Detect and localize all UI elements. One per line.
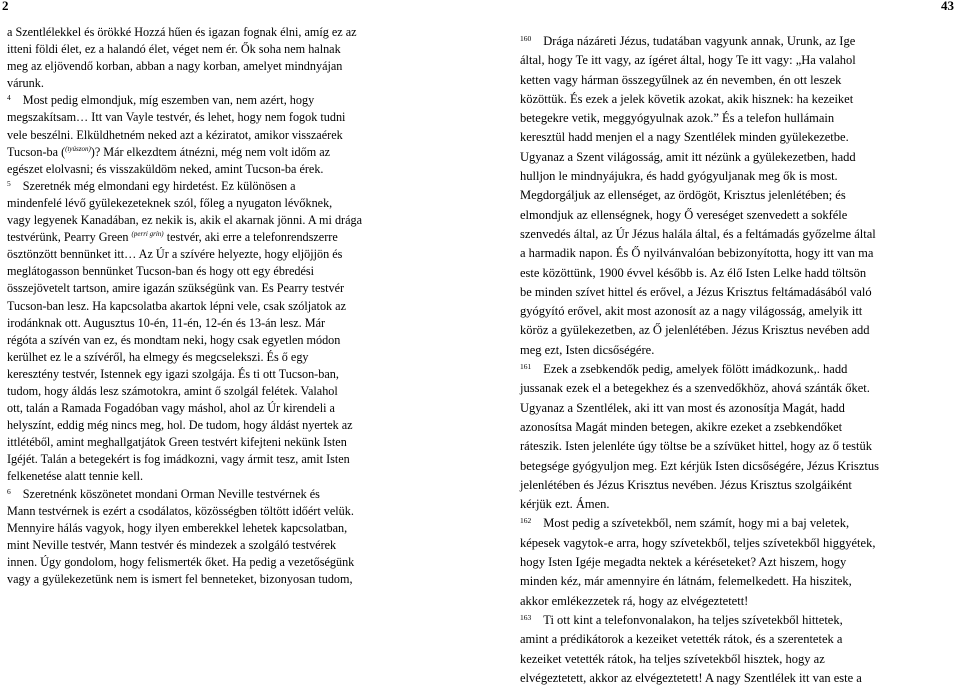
- text-line: ittlétéből, amint meghallgatjátok Green testvért kifejteni nekünk Isten: [7, 435, 347, 450]
- right-column: [520, 32, 952, 688]
- verse-number: 160: [520, 34, 532, 43]
- text-line: be minden szívet hittel és erővel, a Jézus Krisztus feltámadásából való: [520, 284, 872, 299]
- text-line: Mann testvérnek is ezért a csodálatos, közösségben töltött időért velük.: [7, 503, 354, 518]
- page-number-right: 43: [941, 0, 954, 13]
- text-line: kezeiket vetették rátok, ha teljes szívetekből hisztek, hogy az: [520, 651, 825, 666]
- text-line: este közöttünk, 1900 évvel később is. Az élő Isten Lelke hadd töltsön: [520, 265, 867, 280]
- text-line: szenvedés által, az Úr Jézus halála által, és a feltámadás győzelme által: [520, 226, 876, 241]
- text-line: a Szentlélekkel és örökké Hozzá hűen és igazan fognak élni, amíg ez az: [7, 25, 357, 39]
- text-line: megszakítsam… Itt van Vayle testvér, és lehet, hogy nem fogok tudni: [7, 110, 346, 125]
- text-line: ott, talán a Ramada Fogadóban vagy máshol, ahol az Úr kirendeli a: [7, 401, 335, 416]
- text-line: minden kéz, már amennyire én látnám, felemelkedett. Ha hiszitek,: [520, 574, 852, 589]
- text-line-with-note: Tucson-ba ($^{(tyúszon)}$)? Már elkezdtem átnézni, még nem volt időm az: [7, 144, 331, 159]
- pronunciation-note: (tyúszon): [65, 144, 91, 153]
- text-line: mindenfelé lévő gyülekezeteknek szól, főleg a nyugaton lévőknek,: [7, 195, 333, 210]
- text-line: elmondjuk az ellenségnek, hogy Ő vereséget szenvedett a sokféle: [520, 207, 848, 222]
- verse-number: 6: [7, 486, 11, 496]
- text-line: Szeretnénk köszönetet mondani Orman Neville testvérnek és: [22, 486, 320, 501]
- text-line: Tucson-ban lesz. Ha kapcsolatba akartok lépni vele, csak szóljatok az: [7, 298, 346, 313]
- text-line: azonosítsa Magát minden betegen, akikre ezeket a zsebkendőket: [520, 419, 843, 434]
- text-line: keresztül hadd menjen el a nagy Szentlélek minden gyülekezetbe.: [520, 130, 849, 145]
- text-segment: )? Már elkezdtem átnézni, még nem volt időm az: [90, 144, 331, 159]
- text-segment: testvérünk, Pearry Green: [7, 230, 129, 245]
- text-line: ösztönzött bennünket itt… Az Úr a szívére helyezte, hogy eljöjjön és: [7, 247, 343, 262]
- text-line: Ugyanaz a Szentlélek, aki itt van most és azonosítja Magát, hadd: [520, 400, 845, 415]
- paragraph-start: [520, 32, 952, 51]
- text-line: jussanak ezek el a betegekhez és a szenvedőkhöz, ahová szánták őket.: [520, 381, 870, 396]
- text-line: gyógyító erővel, akit most azonosít az a nagy világosság, amelyik itt: [520, 304, 863, 319]
- text-line: meg az eljövendő korban, abban a nagy korban, amelyet mindnyájan: [7, 59, 343, 74]
- text-line: vagy legyenek Kanadában, ez nekik is, akik el akarnak jönni. A mi drága: [7, 213, 363, 228]
- text-line: képesek vagytok-e arra, hogy szívetekből, teljes szívetekből higgyétek,: [520, 535, 876, 550]
- text-line: jelenlétében és Jézus Krisztus nevében. Jézus Krisztus szolgáiként: [520, 477, 852, 492]
- text-line: itteni földi élet, ez a halandó élet, véget nem ér. Ők soha nem halnak: [7, 42, 341, 57]
- text-line: betegekre vetik, meggyógyulnak azok.” És a telefon hullámain: [520, 111, 835, 126]
- text-line: keresztény testvér, Istennek egy igazi szolgája. És ti ott Tucson-ban,: [7, 366, 339, 381]
- verse-number: 4: [7, 93, 11, 103]
- text-line: kerülhet ez le a szívéről, ha elmegy és megcselekszi. És ő egy: [7, 349, 309, 364]
- text-line: meg ezt, Isten dicsőségére.: [520, 342, 655, 357]
- text-line: Most pedig elmondjuk, míg eszemben van, nem azért, hogy: [22, 93, 315, 108]
- text-line: köröz a gyülekezetben, az Ő jelenlétében. Jézus Krisztus nevében add: [520, 323, 870, 338]
- paragraph-start: [520, 611, 952, 630]
- text-line: kérjük ezt. Ámen.: [520, 497, 610, 512]
- text-line: felkenetése alatt tennie kell.: [7, 469, 144, 484]
- text-line: vagy a gyülekezetünk nem is ismert fel benneteket, bizonyosan tudom,: [7, 572, 353, 586]
- text-line: akkor emlékezzetek rá, hogy az elvégeztetett!: [520, 593, 749, 608]
- text-line: Ti ott kint a telefonvonalakon, ha teljes szívetekből hittetek,: [543, 612, 843, 627]
- verse-number: 162: [520, 516, 532, 526]
- text-line: Megdorgáljuk az ellenséget, az ördögöt, Krisztus jelenlétében; és: [520, 188, 846, 203]
- text-line: Mennyire hálás vagyok, hogy ilyen emberekkel lehetek kapcsolatban,: [7, 520, 348, 535]
- text-line: tudom, hogy áldás lesz számotokra, amint ő szolgál felétek. Valahol: [7, 383, 338, 398]
- text-line: hogy Isten Igéje megadta nektek a kéréseteket? Azt hiszem, hogy: [520, 555, 847, 570]
- left-column: [7, 24, 447, 588]
- text-line: amint a prédikátorok a kezeiket vetették rátok, és a szerentetek a: [520, 632, 843, 647]
- text-line: Drága názáreti Jézus, tudatában vagyunk annak, Urunk, az Ige: [543, 34, 856, 48]
- paragraph-start: [520, 360, 952, 379]
- text-line: mint Neville testvér, Mann testvér és mindezek a szolgáló testvérek: [7, 537, 337, 552]
- text-line: Ugyanaz a Szent világosság, amit itt nézünk a gyülekezetben, hadd: [520, 149, 856, 164]
- text-segment: Tucson-ba: [7, 144, 59, 159]
- text-line: közöttük. És ezek a jelek követik azokat, akik hisznek: ha kezeiket: [520, 91, 854, 106]
- text-segment: testvér, aki erre a telefonrendszerre: [166, 230, 338, 245]
- pronunciation-note: (perri grín): [131, 230, 164, 239]
- text-line: régóta a szívén van ez, és mondtam neki, hogy csak egyetlen módon: [7, 332, 341, 347]
- text-line: várunk.: [7, 76, 44, 91]
- text-line-with-note: [7, 229, 447, 246]
- page-number-left: 2: [2, 0, 9, 13]
- text-line: Igéjét. Talán a betegekért is fog imádkozni, vagy ármit tesz, amit Isten: [7, 452, 350, 467]
- text-line: összejövetelt tartson, amire igazán szükségünk van. Es Pearry testvér: [7, 281, 345, 296]
- paragraph-start: [7, 486, 447, 503]
- verse-number: 161: [520, 362, 532, 372]
- text-line: Szeretnék még elmondani egy hirdetést. Ez különösen a: [22, 178, 296, 193]
- paragraph-start: [520, 514, 952, 533]
- verse-number: 163: [520, 612, 532, 622]
- text-line: által, hogy Te itt vagy, az ígéret által, hogy Te itt vagy: „Ha valahol: [520, 53, 856, 68]
- paragraph-start: [7, 178, 447, 195]
- text-line: vele beszélni. Elküldhetném neked azt a kéziratot, amikor visszaérek: [7, 127, 343, 142]
- text-line: elvégeztetett, akkor az elvégeztetett! A nagy Szentlélek itt van este a: [520, 670, 862, 685]
- text-line: ráteszik. Isten jelenléte úgy töltse be a szívüket hittel, hogy az ő testük: [520, 439, 872, 454]
- text-line: irodánknak ott. Augusztus 10-én, 11-én, 12-én és 13-án lesz. Már: [7, 315, 326, 330]
- verse-number: 5: [7, 178, 11, 188]
- text-line: hulljon le mindnyájukra, és hadd gyógyuljanak meg ők is most.: [520, 169, 838, 184]
- text-line: Ezek a zsebkendők pedig, amelyek fölött imádkozunk,. hadd: [543, 362, 848, 377]
- text-line: innen. Úgy gondolom, hogy felismerték őket. Ha pedig a vezetőségünk: [7, 554, 355, 569]
- paragraph-start: [7, 92, 447, 109]
- text-line: a harmadik napon. És Ő nyilvánvalóan bebizonyította, hogy itt van ma: [520, 246, 874, 261]
- text-line: Most pedig a szívetekből, nem számít, hogy mi a baj veletek,: [543, 516, 850, 531]
- text-line: helyszínt, eddig még nincs meg, hol. De tudom, hogy áldást nyertek az: [7, 418, 353, 433]
- text-line: meglátogasson bennünket Tucson-ban és hogy ott egy ébredési: [7, 264, 315, 279]
- text-line: betegsége gyógyuljon meg. Ezt kérjük Isten dicsőségére, Jézus Krisztus: [520, 458, 879, 473]
- text-line: ketten vagy hárman összegyűlnek az én nevemben, én ott leszek: [520, 72, 842, 87]
- text-line: egészet elolvasni; és visszaküldöm neked, amint Tucson-ba érek.: [7, 161, 324, 176]
